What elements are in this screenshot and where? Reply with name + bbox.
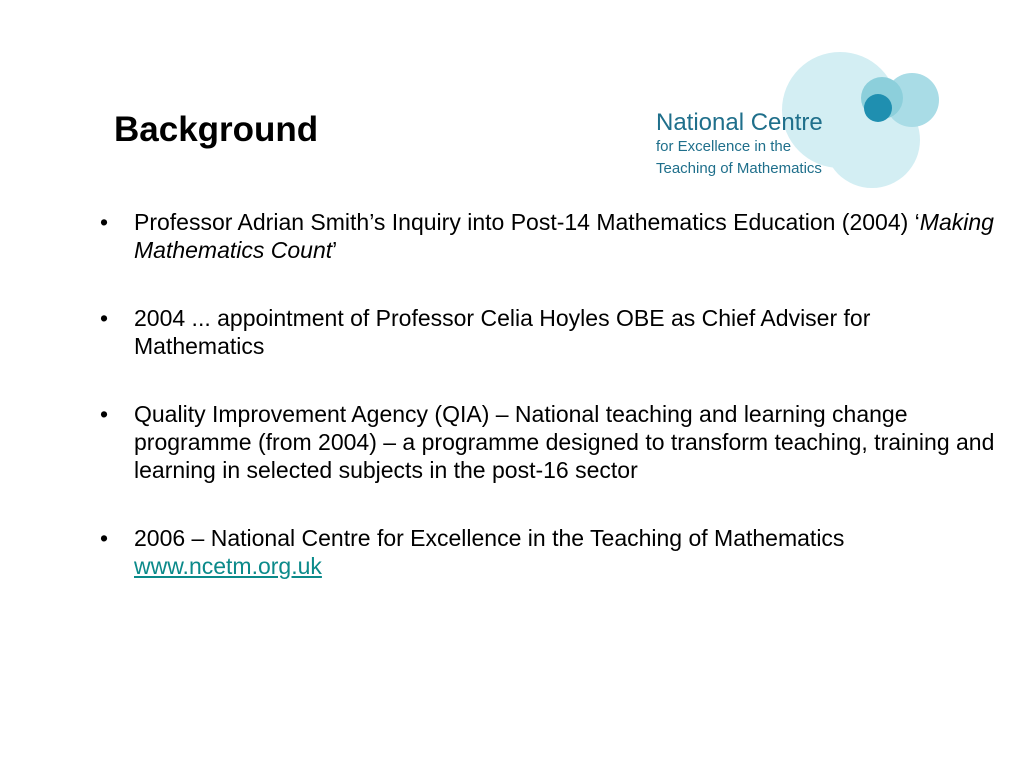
- bullet-closing-quote: ’: [332, 237, 338, 263]
- bullet-item-qia: [100, 400, 1000, 484]
- ncetm-website-link[interactable]: www.ncetm.org.uk: [134, 553, 322, 579]
- bullet-item-ncetm: [100, 524, 1000, 580]
- bullet-text: Professor Adrian Smith’s Inquiry into Post-14 Mathematics Education (2004) ‘: [134, 209, 920, 235]
- slide-title: Background: [114, 110, 319, 149]
- bullet-item-smith-inquiry: [100, 208, 1000, 264]
- bullet-text: 2004 ... appointment of Professor Celia Hoyles OBE as Chief Adviser for Mathematics: [134, 305, 871, 359]
- bullet-icon: •: [100, 305, 109, 331]
- bullet-list: [100, 208, 1000, 620]
- bullet-italic-title: Making Mathematics Count: [134, 209, 994, 263]
- bullet-icon: •: [100, 401, 109, 427]
- bullet-icon: •: [100, 209, 109, 235]
- bullet-text: 2006 – National Centre for Excellence in the Teaching of Mathematics: [134, 525, 858, 551]
- logo-line-excellence: for Excellence in the: [656, 138, 792, 155]
- logo-line-teaching: Teaching of Mathematics: [656, 160, 822, 177]
- logo-line-national-centre: National Centre: [656, 109, 823, 136]
- bullet-item-hoyles-appointment: [100, 304, 1000, 360]
- bullet-icon: •: [100, 525, 109, 551]
- ncetm-logo: [650, 40, 950, 190]
- bullet-text: Quality Improvement Agency (QIA) – National teaching and learning change programme (from 2004) – a programme designed to transform teaching, training and learning in selected subjects in the post-16 sector: [134, 401, 995, 483]
